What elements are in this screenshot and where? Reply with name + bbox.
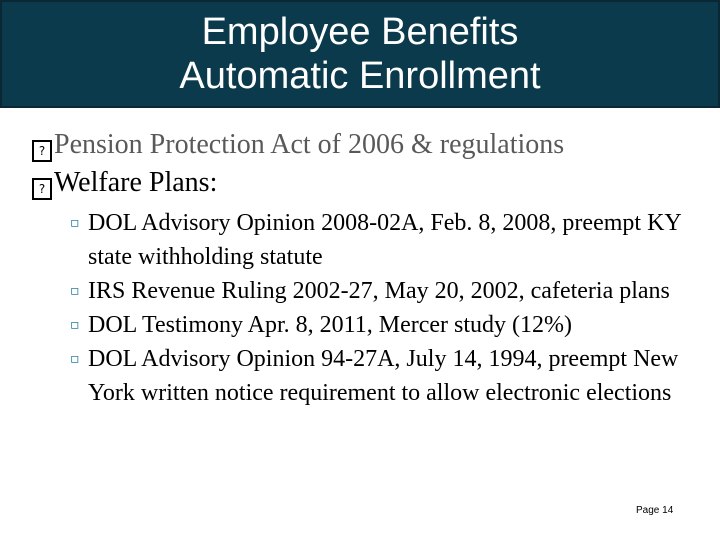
sub-bullet-dol-2008 bbox=[70, 206, 710, 274]
bullet-pension bbox=[32, 128, 564, 162]
sub-bullet-text: DOL Advisory Opinion 94-27A, July 14, 1994, preempt New York written notice requirement to allow electronic elections bbox=[88, 346, 679, 406]
sub-bullet-text: DOL Testimony Apr. 8, 2011, Mercer study (12%) bbox=[88, 312, 573, 338]
sub-bullet-text: DOL Advisory Opinion 2008-02A, Feb. 8, 2008, preempt KY state withholding statute bbox=[88, 210, 681, 270]
sub-bullet-dol-testimony bbox=[70, 308, 710, 342]
square-bullet-icon: ▫ bbox=[70, 283, 80, 299]
title-line-2: Automatic Enrollment bbox=[179, 55, 541, 97]
square-bullet-icon: ▫ bbox=[70, 215, 80, 231]
bullet-box-icon: ? bbox=[32, 178, 52, 200]
bullet-pension-text: Pension Protection Act of 2006 & regulations bbox=[54, 129, 565, 160]
square-bullet-icon: ▫ bbox=[70, 351, 80, 367]
bullet-welfare-text: Welfare Plans: bbox=[54, 167, 218, 198]
sub-bullet-dol-1994 bbox=[70, 342, 710, 410]
sub-bullet-text: IRS Revenue Ruling 2002-27, May 20, 2002, cafeteria plans bbox=[88, 278, 670, 304]
sub-bullet-irs-2002 bbox=[70, 274, 710, 308]
page-number: Page 14 bbox=[636, 505, 674, 516]
title-banner bbox=[0, 0, 720, 108]
bullet-box-icon: ? bbox=[32, 140, 52, 162]
bullet-welfare bbox=[32, 166, 217, 200]
title-line-1: Employee Benefits bbox=[201, 11, 519, 53]
welfare-sub-list bbox=[70, 206, 710, 410]
square-bullet-icon: ▫ bbox=[70, 317, 80, 333]
